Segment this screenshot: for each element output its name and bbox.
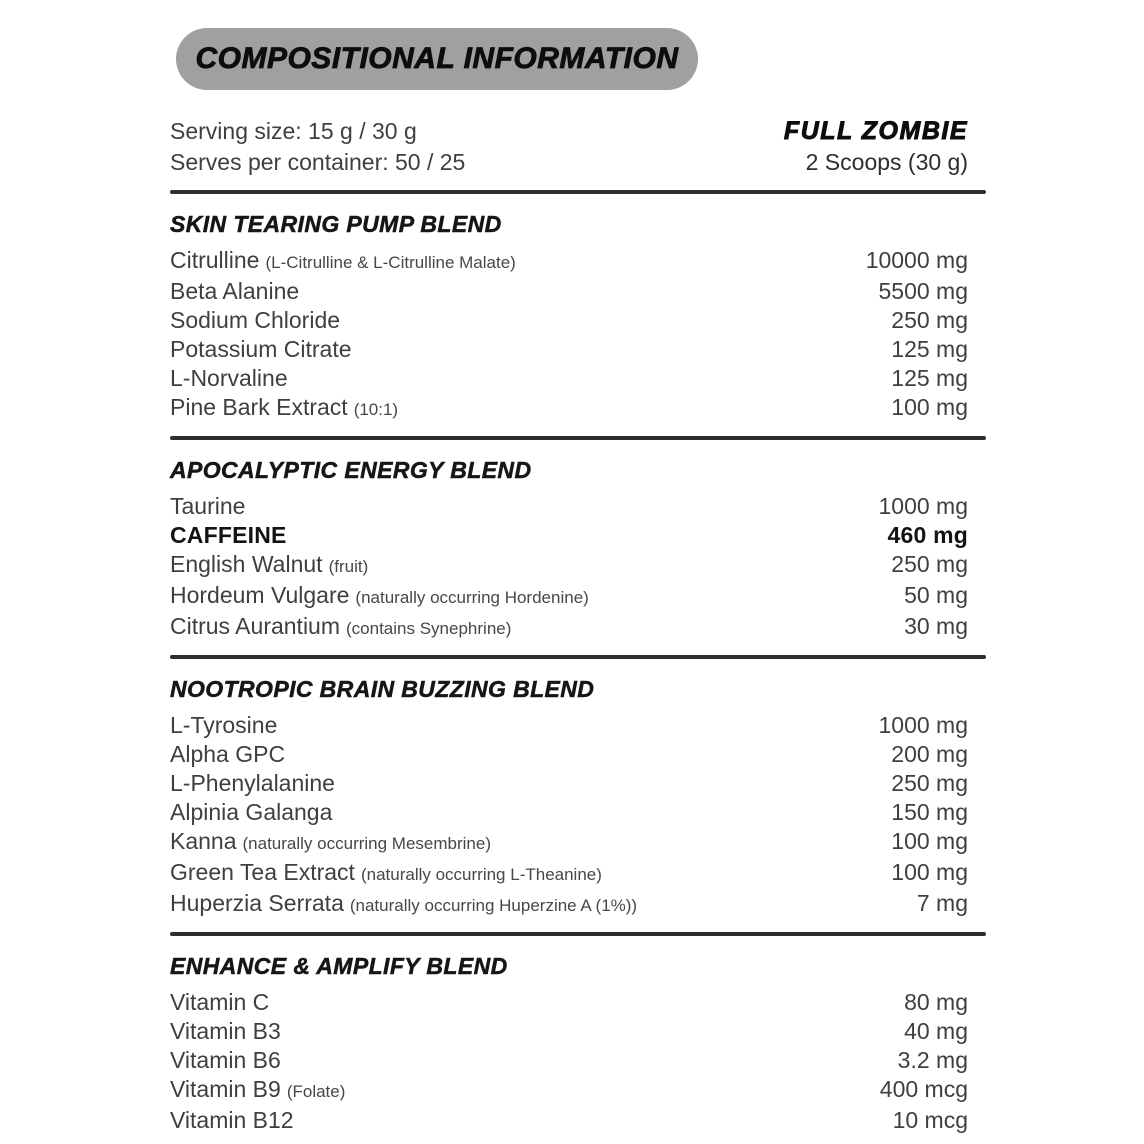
ingredient-row [170,277,968,306]
ingredient-name: Vitamin B12 [170,1107,294,1133]
scoop-size-label: 2 Scoops (30 g) [805,149,968,175]
ingredient-name: L-Norvaline [170,365,288,391]
ingredient-name-cell [170,1106,294,1135]
blend-section [170,659,986,932]
ingredient-amount: 1000 mg [878,493,968,519]
ingredient-amount: 100 mg [891,394,968,420]
ingredient-amount: 460 mg [887,522,968,548]
ingredient-row [170,393,968,424]
ingredient-row [170,612,968,643]
ingredient-note: (naturally occurring Hordenine) [355,588,589,607]
blend-title: SKIN TEARING PUMP BLEND [170,211,502,237]
ingredient-row [170,740,968,769]
ingredient-name: Pine Bark Extract [170,394,348,420]
ingredient-note: (naturally occurring L-Theanine) [360,865,602,884]
serving-info [170,116,986,178]
ingredient-name: Citrus Aurantium [170,613,341,639]
ingredient-amount: 5500 mg [878,278,968,304]
ingredient-name-cell [170,246,516,277]
ingredient-name-cell [170,1046,281,1075]
ingredient-name: Beta Alanine [170,278,300,304]
ingredient-note: (fruit) [328,557,369,576]
ingredient-name: Vitamin B6 [170,1047,281,1073]
ingredient-name-cell [170,550,368,581]
blend-sections [170,194,986,1144]
ingredient-name-cell [170,1075,345,1106]
ingredient-name-cell [170,889,637,920]
ingredient-name: Vitamin B3 [170,1018,281,1044]
ingredient-name: Taurine [170,493,246,519]
ingredient-row [170,306,968,335]
ingredient-name: Alpinia Galanga [170,799,333,825]
ingredient-name-cell [170,581,589,612]
ingredient-row [170,521,968,550]
ingredient-note: (Folate) [286,1082,346,1101]
ingredient-row [170,711,968,740]
ingredient-name: Kanna [170,828,237,854]
ingredient-name-cell [170,858,602,889]
ingredient-amount: 100 mg [891,859,968,885]
product-serving [784,116,968,178]
ingredient-name: Green Tea Extract [170,859,355,885]
ingredient-note: (naturally occurring Huperzine A (1%)) [349,896,638,915]
ingredient-amount: 400 mcg [879,1076,968,1102]
ingredient-name-cell [170,521,287,550]
ingredient-amount: 200 mg [891,741,968,767]
blend-title: NOOTROPIC BRAIN BUZZING BLEND [170,676,595,702]
serving-details [170,116,465,178]
ingredient-name: Huperzia Serrata [170,890,344,916]
ingredient-name: L-Phenylalanine [170,770,335,796]
ingredient-amount: 250 mg [891,770,968,796]
ingredient-name-cell [170,798,332,827]
ingredient-amount: 150 mg [891,799,968,825]
ingredient-amount: 125 mg [891,365,968,391]
ingredient-note: (L-Citrulline & L-Citrulline Malate) [265,253,516,272]
ingredient-name-cell [170,277,299,306]
ingredient-row [170,492,968,521]
ingredient-name: CAFFEINE [170,522,287,548]
ingredient-name-cell [170,769,335,798]
ingredient-row [170,1017,968,1046]
ingredient-name-cell [170,988,269,1017]
ingredient-amount: 80 mg [904,989,968,1015]
panel-title: COMPOSITIONAL INFORMATION [195,42,679,75]
ingredient-name-cell [170,335,352,364]
ingredient-amount: 250 mg [891,551,968,577]
ingredient-name-cell [170,612,511,643]
ingredient-rows [170,246,968,424]
ingredient-name: L-Tyrosine [170,712,278,738]
ingredient-name: Sodium Chloride [170,307,341,333]
ingredient-row [170,798,968,827]
ingredient-amount: 50 mg [904,582,968,608]
ingredient-name-cell [170,827,491,858]
ingredient-name: Potassium Citrate [170,336,352,362]
blend-title: APOCALYPTIC ENERGY BLEND [170,457,532,483]
serves-per-container-label: Serves per container: 50 / 25 [170,149,466,175]
ingredient-row [170,827,968,858]
ingredient-name: Alpha GPC [170,741,286,767]
product-name: FULL ZOMBIE [783,117,968,145]
ingredient-note: (contains Synephrine) [346,619,512,638]
ingredient-amount: 250 mg [891,307,968,333]
ingredient-row [170,246,968,277]
blend-section [170,440,986,655]
ingredient-amount: 40 mg [904,1018,968,1044]
panel-content [170,0,986,1144]
ingredient-amount: 10000 mg [865,247,968,273]
ingredient-row [170,581,968,612]
ingredient-name: Vitamin C [170,989,270,1015]
ingredient-row [170,1075,968,1106]
ingredient-row [170,364,968,393]
ingredient-note: (10:1) [353,400,399,419]
ingredient-name: Vitamin B9 [170,1076,281,1102]
ingredient-name-cell [170,492,245,521]
ingredient-amount: 3.2 mg [897,1047,968,1073]
serving-size-label: Serving size: 15 g / 30 g [170,118,417,144]
ingredient-amount: 125 mg [891,336,968,362]
ingredient-amount: 7 mg [916,890,968,916]
ingredient-name-cell [170,393,398,424]
ingredient-name-cell [170,1017,281,1046]
ingredient-amount: 10 mcg [892,1107,968,1133]
ingredient-rows [170,711,968,920]
ingredient-row [170,1046,968,1075]
ingredient-amount: 100 mg [891,828,968,854]
ingredient-note: (naturally occurring Mesembrine) [242,834,491,853]
blend-title: ENHANCE & AMPLIFY BLEND [170,953,508,979]
ingredient-name: Citrulline [170,247,260,273]
ingredient-row [170,988,968,1017]
ingredient-name-cell [170,740,285,769]
ingredient-row [170,335,968,364]
ingredient-name: English Walnut [170,551,323,577]
panel-title-pill [176,28,698,90]
ingredient-row [170,858,968,889]
blend-section [170,936,986,1144]
ingredient-row [170,1106,968,1135]
blend-section [170,194,986,436]
ingredient-row [170,889,968,920]
ingredient-amount: 30 mg [904,613,968,639]
ingredient-rows [170,988,968,1135]
ingredient-rows [170,492,968,643]
ingredient-name-cell [170,306,340,335]
ingredient-amount: 1000 mg [878,712,968,738]
ingredient-name: Hordeum Vulgare [170,582,350,608]
ingredient-name-cell [170,364,288,393]
ingredient-name-cell [170,711,277,740]
ingredient-row [170,550,968,581]
ingredient-row [170,769,968,798]
